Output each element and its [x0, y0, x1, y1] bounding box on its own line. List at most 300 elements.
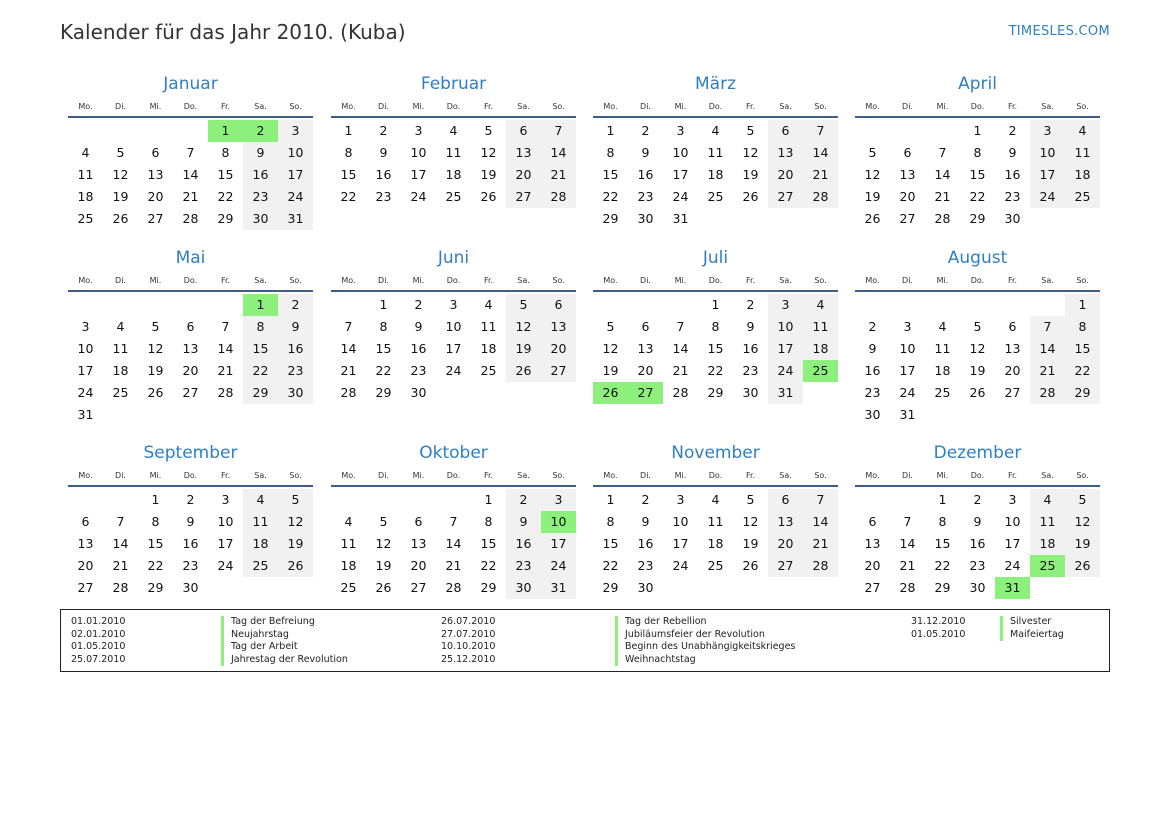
empty-day-cell [803, 382, 838, 404]
day-cell: 14 [445, 536, 462, 551]
day-cell: 17 [541, 533, 576, 555]
day-cell: 13 [541, 316, 576, 338]
day-cell: 26 [375, 580, 392, 595]
week-row [331, 555, 576, 577]
empty-day-cell [1065, 404, 1100, 426]
empty-day-cell [925, 404, 960, 426]
legend-holiday-name: Jahrestag der Revolution [221, 654, 348, 667]
day-cell: 7 [803, 120, 838, 142]
weekday-label: So. [1076, 275, 1089, 285]
weekday-label: Fr. [483, 275, 494, 285]
weekday-label: Fr. [220, 470, 231, 480]
weekday-label: Mo. [603, 275, 618, 285]
month-divider [855, 290, 1100, 292]
day-cell: 12 [147, 341, 164, 356]
weekday-label: So. [289, 101, 302, 111]
empty-day-cell [768, 577, 803, 599]
week-row [68, 120, 313, 142]
day-cell: 27 [77, 580, 94, 595]
day-cell: 28 [803, 555, 838, 577]
month-block [593, 441, 838, 599]
day-cell: 27 [899, 211, 916, 226]
week-row [68, 577, 313, 599]
week-row [855, 511, 1100, 533]
day-cell: 6 [868, 514, 877, 529]
day-cell: 2 [414, 297, 423, 312]
day-cell: 15 [375, 341, 392, 356]
day-cell: 5 [278, 489, 313, 511]
day-cell: 25 [707, 189, 724, 204]
week-row [593, 511, 838, 533]
weekday-label: Sa. [517, 470, 530, 480]
month-divider [593, 116, 838, 118]
month-block [68, 72, 313, 230]
day-cell: 17 [1030, 164, 1065, 186]
day-cell: 24 [672, 189, 689, 204]
empty-day-cell [1030, 577, 1065, 599]
holiday-legend [60, 609, 1110, 672]
day-cell: 6 [414, 514, 423, 529]
week-row [855, 120, 1100, 142]
day-cell: 16 [969, 536, 986, 551]
day-cell: 15 [217, 167, 234, 182]
weekday-label: Do. [970, 101, 985, 111]
weekday-label: Sa. [254, 101, 267, 111]
empty-day-cell [663, 577, 698, 599]
day-cell: 29 [243, 382, 278, 404]
empty-day-cell [855, 294, 890, 316]
week-row [331, 294, 576, 316]
empty-day-cell [471, 382, 506, 404]
day-cell: 29 [602, 211, 619, 226]
holiday-day-cell: 10 [541, 511, 576, 533]
day-cell: 8 [606, 514, 615, 529]
day-cell: 2 [379, 123, 388, 138]
weekday-header [855, 272, 1100, 288]
weekday-label: Sa. [1041, 275, 1054, 285]
month-divider [331, 485, 576, 487]
day-cell: 26 [742, 558, 759, 573]
weekday-label: So. [552, 275, 565, 285]
day-cell: 23 [410, 363, 427, 378]
day-cell: 27 [1004, 385, 1021, 400]
day-cell: 16 [375, 167, 392, 182]
month-name: November [671, 443, 760, 463]
day-cell: 25 [480, 363, 497, 378]
day-cell: 22 [243, 360, 278, 382]
weekday-label: Do. [708, 275, 723, 285]
day-cell: 25 [340, 580, 357, 595]
day-cell: 20 [410, 558, 427, 573]
weekday-label: Fr. [745, 101, 756, 111]
empty-day-cell [68, 120, 103, 142]
empty-day-cell [331, 489, 366, 511]
day-cell: 7 [1030, 316, 1065, 338]
week-row [68, 294, 313, 316]
day-cell: 22 [217, 189, 234, 204]
week-row [68, 533, 313, 555]
day-cell: 14 [112, 536, 129, 551]
day-cell: 20 [768, 533, 803, 555]
legend-holiday-name: Neujahrstag [221, 629, 348, 642]
weekday-label: Di. [640, 470, 651, 480]
weekday-label: So. [552, 470, 565, 480]
day-cell: 27 [506, 186, 541, 208]
weekday-label: Do. [708, 470, 723, 480]
day-cell: 27 [768, 186, 803, 208]
weekday-label: Mi. [674, 101, 687, 111]
empty-day-cell [698, 208, 733, 230]
day-cell: 24 [768, 360, 803, 382]
day-cell: 19 [375, 558, 392, 573]
day-cell: 16 [742, 341, 759, 356]
day-cell: 8 [243, 316, 278, 338]
empty-day-cell [768, 208, 803, 230]
day-cell: 12 [375, 536, 392, 551]
weekday-label: So. [289, 470, 302, 480]
day-cell: 17 [768, 338, 803, 360]
day-cell: 14 [340, 341, 357, 356]
day-cell: 7 [116, 514, 125, 529]
day-cell: 26 [864, 211, 881, 226]
day-cell: 11 [340, 536, 357, 551]
day-cell: 23 [864, 385, 881, 400]
day-cell: 5 [746, 123, 755, 138]
empty-day-cell [208, 294, 243, 316]
day-cell: 22 [1065, 360, 1100, 382]
weekday-label: Fr. [483, 470, 494, 480]
day-cell: 6 [81, 514, 90, 529]
month-name: Dezember [933, 443, 1022, 463]
day-cell: 19 [864, 189, 881, 204]
day-cell: 2 [506, 489, 541, 511]
day-cell: 29 [217, 211, 234, 226]
day-cell: 31 [672, 211, 689, 226]
day-cell: 8 [221, 145, 230, 160]
weekday-label: Mo. [865, 470, 880, 480]
empty-day-cell [1065, 577, 1100, 599]
day-cell: 10 [672, 514, 689, 529]
site-link[interactable]: TIMESLES.COM [1008, 24, 1110, 39]
weekday-label: Mi. [149, 470, 162, 480]
day-cell: 2 [1008, 123, 1017, 138]
day-cell: 17 [672, 536, 689, 551]
day-cell: 5 [1065, 489, 1100, 511]
holiday-day-cell: 1 [243, 294, 278, 316]
day-cell: 10 [278, 142, 313, 164]
day-cell: 12 [506, 316, 541, 338]
weekday-label: Mi. [149, 101, 162, 111]
day-cell: 10 [77, 341, 94, 356]
day-cell: 23 [278, 360, 313, 382]
empty-day-cell [243, 577, 278, 599]
week-row [331, 360, 576, 382]
empty-day-cell [401, 489, 436, 511]
day-cell: 31 [77, 407, 94, 422]
day-cell: 24 [278, 186, 313, 208]
week-row [593, 533, 838, 555]
day-cell: 31 [899, 407, 916, 422]
empty-day-cell [208, 577, 243, 599]
day-cell: 25 [707, 558, 724, 573]
day-cell: 9 [746, 319, 755, 334]
day-cell: 30 [637, 580, 654, 595]
day-cell: 6 [506, 120, 541, 142]
day-cell: 9 [641, 145, 650, 160]
day-cell: 12 [278, 511, 313, 533]
day-cell: 1 [151, 492, 160, 507]
day-cell: 30 [278, 382, 313, 404]
weekday-label: Mi. [936, 275, 949, 285]
day-cell: 3 [676, 492, 685, 507]
day-cell: 11 [707, 145, 724, 160]
month-name: April [958, 74, 997, 94]
day-cell: 2 [973, 492, 982, 507]
day-cell: 11 [707, 514, 724, 529]
month-divider [855, 116, 1100, 118]
day-cell: 8 [344, 145, 353, 160]
day-cell: 24 [1030, 186, 1065, 208]
weekday-label: Do. [183, 101, 198, 111]
weekday-header [593, 272, 838, 288]
month-block [855, 246, 1100, 426]
empty-day-cell [278, 577, 313, 599]
day-cell: 3 [676, 123, 685, 138]
day-cell: 28 [672, 385, 689, 400]
day-cell: 28 [217, 385, 234, 400]
legend-date: 01.05.2010 [911, 628, 966, 640]
weekday-label: Mo. [341, 470, 356, 480]
weekday-label: Sa. [779, 101, 792, 111]
weekday-label: Di. [378, 101, 389, 111]
weekday-label: Sa. [254, 470, 267, 480]
legend-holiday-name: Tag der Befreiung [221, 616, 348, 629]
day-cell: 31 [541, 577, 576, 599]
day-cell: 8 [484, 514, 493, 529]
day-cell: 19 [506, 338, 541, 360]
month-block [855, 441, 1100, 599]
empty-day-cell [103, 120, 138, 142]
day-cell: 1 [344, 123, 353, 138]
day-cell: 28 [541, 186, 576, 208]
week-row [855, 382, 1100, 404]
day-cell: 3 [541, 489, 576, 511]
day-cell: 22 [375, 363, 392, 378]
weekday-header [68, 467, 313, 483]
week-row [855, 208, 1100, 230]
weekday-label: Mo. [341, 275, 356, 285]
week-row [593, 208, 838, 230]
legend-holiday-name: Silvester [1000, 616, 1064, 629]
month-block [68, 441, 313, 599]
day-cell: 15 [969, 167, 986, 182]
day-cell: 14 [803, 142, 838, 164]
day-cell: 16 [506, 533, 541, 555]
day-cell: 19 [278, 533, 313, 555]
day-cell: 22 [602, 189, 619, 204]
day-cell: 17 [77, 363, 94, 378]
weekday-label: Do. [183, 275, 198, 285]
day-cell: 24 [899, 385, 916, 400]
day-cell: 17 [672, 167, 689, 182]
day-cell: 5 [379, 514, 388, 529]
day-cell: 11 [445, 145, 462, 160]
legend-dates-col-2 [441, 616, 495, 666]
day-cell: 12 [1065, 511, 1100, 533]
legend-date: 31.12.2010 [911, 616, 966, 627]
weekday-label: Di. [115, 470, 126, 480]
day-cell: 9 [1008, 145, 1017, 160]
week-row [68, 555, 313, 577]
month-block [593, 246, 838, 404]
legend-holiday-name: Tag der Arbeit [221, 641, 348, 654]
week-row [855, 142, 1100, 164]
day-cell: 17 [410, 167, 427, 182]
day-cell: 28 [803, 186, 838, 208]
day-cell: 26 [112, 211, 129, 226]
day-cell: 25 [445, 189, 462, 204]
day-cell: 24 [445, 363, 462, 378]
weekday-header [68, 98, 313, 114]
month-block [331, 441, 576, 599]
month-divider [855, 485, 1100, 487]
month-divider [331, 290, 576, 292]
day-cell: 19 [602, 363, 619, 378]
day-cell: 11 [243, 511, 278, 533]
day-cell: 24 [1004, 558, 1021, 573]
day-cell: 6 [768, 489, 803, 511]
week-row [593, 489, 838, 511]
empty-day-cell [733, 577, 768, 599]
week-row [593, 338, 838, 360]
empty-day-cell [803, 208, 838, 230]
week-row [68, 382, 313, 404]
day-cell: 11 [77, 167, 94, 182]
day-cell: 25 [112, 385, 129, 400]
day-cell: 20 [768, 164, 803, 186]
day-cell: 23 [637, 189, 654, 204]
weekday-label: Do. [970, 470, 985, 480]
day-cell: 10 [410, 145, 427, 160]
day-cell: 1 [1065, 294, 1100, 316]
day-cell: 2 [641, 492, 650, 507]
day-cell: 11 [480, 319, 497, 334]
weekday-label: Di. [115, 275, 126, 285]
day-cell: 29 [707, 385, 724, 400]
month-name: Juni [437, 248, 470, 268]
weekday-label: Fr. [1007, 275, 1018, 285]
weekday-label: Do. [446, 101, 461, 111]
day-cell: 31 [768, 382, 803, 404]
day-cell: 4 [1065, 120, 1100, 142]
empty-day-cell [628, 294, 663, 316]
day-cell: 4 [803, 294, 838, 316]
week-row [331, 338, 576, 360]
weekday-label: Fr. [483, 101, 494, 111]
weekday-label: Do. [970, 275, 985, 285]
day-cell: 5 [606, 319, 615, 334]
day-cell: 22 [147, 558, 164, 573]
day-cell: 10 [672, 145, 689, 160]
day-cell: 16 [637, 536, 654, 551]
day-cell: 21 [445, 558, 462, 573]
weekday-label: Di. [902, 275, 913, 285]
day-cell: 13 [77, 536, 94, 551]
empty-day-cell [698, 577, 733, 599]
empty-day-cell [103, 489, 138, 511]
day-cell: 30 [243, 208, 278, 230]
day-cell: 9 [868, 341, 877, 356]
empty-day-cell [103, 404, 138, 426]
weekday-label: Sa. [254, 275, 267, 285]
day-cell: 18 [934, 363, 951, 378]
day-cell: 17 [217, 536, 234, 551]
day-cell: 19 [742, 167, 759, 182]
month-divider [331, 116, 576, 118]
week-row [855, 164, 1100, 186]
day-cell: 4 [711, 492, 720, 507]
empty-day-cell [803, 577, 838, 599]
day-cell: 10 [768, 316, 803, 338]
week-row [855, 338, 1100, 360]
day-cell: 18 [340, 558, 357, 573]
week-row [593, 142, 838, 164]
day-cell: 10 [1004, 514, 1021, 529]
day-cell: 23 [969, 558, 986, 573]
day-cell: 4 [116, 319, 125, 334]
day-cell: 26 [742, 189, 759, 204]
week-row [593, 577, 838, 599]
day-cell: 24 [77, 385, 94, 400]
weekday-label: Mo. [78, 101, 93, 111]
weekday-header [331, 98, 576, 114]
day-cell: 23 [506, 555, 541, 577]
day-cell: 5 [151, 319, 160, 334]
day-cell: 26 [278, 555, 313, 577]
week-row [593, 360, 838, 382]
month-name: September [143, 443, 238, 463]
weekday-label: Sa. [517, 275, 530, 285]
legend-names-col-1 [221, 616, 348, 666]
day-cell: 15 [480, 536, 497, 551]
day-cell: 23 [243, 186, 278, 208]
month-name: August [947, 248, 1008, 268]
day-cell: 8 [606, 145, 615, 160]
day-cell: 19 [969, 363, 986, 378]
weekday-label: Di. [640, 275, 651, 285]
day-cell: 14 [1030, 338, 1065, 360]
holiday-day-cell: 26 [593, 382, 628, 404]
month-name: Februar [420, 74, 487, 94]
day-cell: 9 [414, 319, 423, 334]
week-row [331, 489, 576, 511]
day-cell: 9 [186, 514, 195, 529]
empty-day-cell [1030, 294, 1065, 316]
day-cell: 26 [506, 360, 541, 382]
day-cell: 29 [375, 385, 392, 400]
day-cell: 29 [147, 580, 164, 595]
day-cell: 7 [221, 319, 230, 334]
day-cell: 27 [768, 555, 803, 577]
weekday-label: Mo. [603, 101, 618, 111]
day-cell: 2 [868, 319, 877, 334]
legend-holiday-name: Beginn des Unabhängigkeitskrieges [615, 641, 795, 654]
empty-day-cell [995, 294, 1030, 316]
weekday-label: Sa. [779, 470, 792, 480]
week-row [855, 316, 1100, 338]
weekday-label: Mo. [78, 275, 93, 285]
day-cell: 18 [112, 363, 129, 378]
